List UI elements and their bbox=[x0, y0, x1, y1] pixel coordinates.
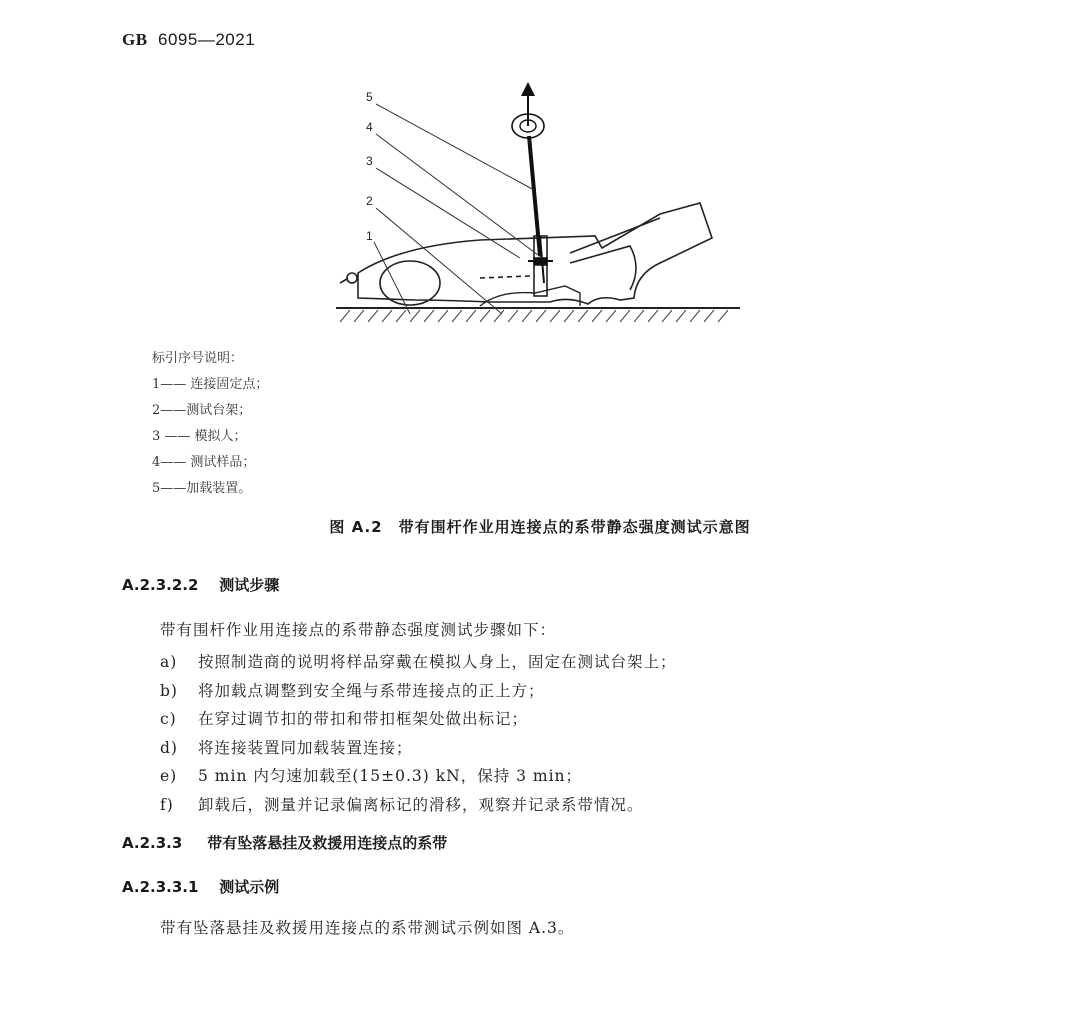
section-title: 带有坠落悬挂及救援用连接点的系带 bbox=[207, 834, 448, 852]
section-heading-a23331 bbox=[122, 876, 279, 897]
list-item bbox=[160, 762, 677, 791]
step-mark: d) bbox=[160, 738, 178, 757]
section-title: 测试步骤 bbox=[219, 576, 280, 594]
steps-intro: 带有围杆作业用连接点的系带静态强度测试步骤如下： bbox=[160, 621, 557, 639]
steps-list bbox=[160, 648, 677, 819]
step-mark: f) bbox=[160, 795, 174, 814]
dummy bbox=[340, 203, 712, 305]
callout-4: 4 bbox=[366, 120, 373, 134]
list-item bbox=[160, 734, 677, 763]
list-item bbox=[160, 705, 677, 734]
test-diagram bbox=[330, 78, 750, 328]
figure-legend bbox=[152, 346, 268, 502]
section-number: A.2.3.3.1 bbox=[122, 878, 199, 896]
step-mark: e) bbox=[160, 767, 178, 785]
section-number: A.2.3.3 bbox=[122, 834, 183, 852]
section-heading-a2333 bbox=[122, 832, 447, 853]
legend-item: 5——加载装置。 bbox=[152, 481, 252, 496]
standard-number: 6095—2021 bbox=[158, 30, 256, 49]
section-title: 测试示例 bbox=[219, 878, 280, 896]
step-mark: a) bbox=[160, 653, 178, 671]
step-text: 5 min 内匀速加载至(15±0.3) kN，保持 3 min； bbox=[198, 767, 583, 785]
page-header bbox=[122, 30, 255, 50]
legend-item: 3 —— 模拟人； bbox=[152, 429, 247, 444]
test-stand bbox=[480, 286, 580, 306]
list-item bbox=[160, 677, 677, 706]
ground-hatching bbox=[340, 310, 728, 322]
step-mark: b) bbox=[160, 681, 178, 700]
legend-item: 4—— 测试样品； bbox=[152, 455, 256, 470]
legend-title: 标引序号说明： bbox=[152, 351, 244, 366]
legend-item: 2——测试台架； bbox=[152, 403, 252, 418]
legend-item: 1—— 连接固定点； bbox=[152, 377, 269, 392]
step-text: 将连接装置同加载装置连接； bbox=[198, 738, 413, 757]
list-item bbox=[160, 791, 677, 820]
step-text: 将加载点调整到安全绳与系带连接点的正上方； bbox=[198, 681, 545, 700]
step-text: 在穿过调节扣的带扣和带扣框架处做出标记； bbox=[198, 710, 529, 728]
callout-1: 1 bbox=[366, 229, 373, 243]
step-text: 卸载后，测量并记录偏离标记的滑移，观察并记录系带情况。 bbox=[198, 795, 644, 814]
callout-5: 5 bbox=[366, 90, 373, 104]
figure-caption: 图 A.2 带有围杆作业用连接点的系带静态强度测试示意图 bbox=[329, 518, 751, 536]
callout-2: 2 bbox=[366, 194, 373, 208]
loading-device bbox=[512, 82, 544, 138]
section-heading-a23322 bbox=[122, 574, 279, 595]
list-item bbox=[160, 648, 677, 677]
section-text: 带有坠落悬挂及救援用连接点的系带测试示例如图 A.3。 bbox=[160, 919, 575, 937]
callout-3: 3 bbox=[366, 154, 373, 168]
step-text: 按照制造商的说明将样品穿戴在模拟人身上，固定在测试台架上； bbox=[198, 653, 677, 671]
standard-prefix: GB bbox=[122, 30, 148, 49]
section-number: A.2.3.2.2 bbox=[122, 576, 199, 594]
step-mark: c) bbox=[160, 710, 177, 728]
